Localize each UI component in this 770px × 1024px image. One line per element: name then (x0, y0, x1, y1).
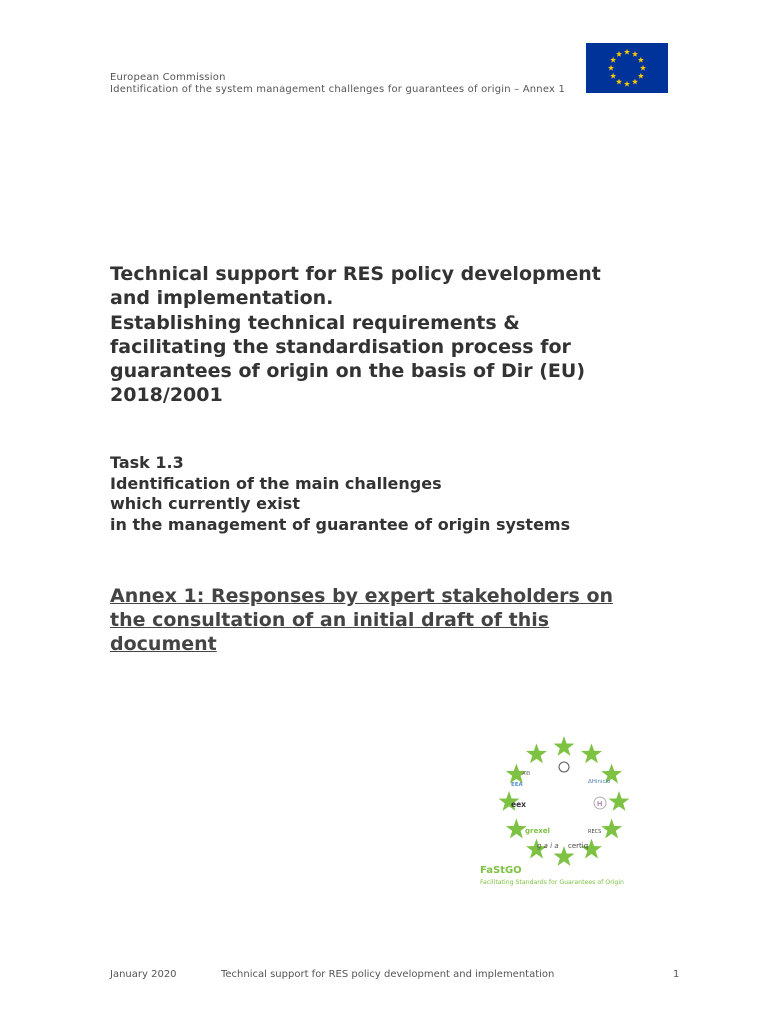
annex-line: the consultation of an initial draft of this (110, 609, 550, 631)
title-line: guarantees of origin on the basis of Dir (EU) (110, 360, 586, 383)
fastgo-logo (478, 735, 668, 890)
logo-name: FaStGO (480, 865, 522, 876)
task-line: Identification of the main challenges (110, 473, 442, 493)
document-title (110, 262, 670, 408)
logo-star (601, 819, 622, 839)
annex-heading (110, 584, 670, 656)
task-heading (110, 453, 670, 535)
svg-text:AIB: AIB (522, 771, 531, 777)
logo-star (609, 791, 630, 811)
task-line: which currently exist (110, 494, 300, 514)
logo-star (581, 743, 602, 763)
svg-text:g a i a: g a i a (537, 842, 559, 850)
title-line: facilitating the standardisation process for (110, 335, 571, 358)
logo-tagline: Facilitating Standards for Guarantees of Origin (480, 879, 624, 886)
logo-star (506, 819, 527, 839)
svg-text:ΔHinicio: ΔHinicio (588, 779, 611, 785)
svg-text:H: H (597, 800, 603, 808)
title-line: Technical support for RES policy development (110, 263, 601, 285)
footer-title: Technical support for RES policy development and implementation (221, 969, 555, 980)
svg-text:RECS: RECS (588, 829, 602, 835)
svg-text:eex: eex (511, 800, 527, 809)
logo-star (526, 743, 547, 763)
svg-text:EEA: EEA (511, 782, 523, 788)
footer-date: January 2020 (110, 969, 177, 980)
title-line: Establishing technical requirements & (110, 311, 520, 334)
task-line: in the management of guarantee of origin systems (110, 514, 571, 534)
annex-line: document (110, 633, 217, 655)
svg-text:certiq: certiq (568, 842, 589, 850)
header-organisation: European Commission (110, 72, 226, 83)
header-document-line: Identification of the system management challenges for guarantees of origin – Annex 1 (110, 84, 566, 95)
page-number: 1 (673, 969, 680, 980)
logo-star (554, 736, 575, 756)
task-line: Task 1.3 (110, 453, 184, 472)
annex-line: Annex 1: Responses by expert stakeholders on (110, 585, 614, 607)
title-line: and implementation. (110, 287, 334, 310)
title-line: 2018/2001 (110, 384, 223, 407)
eu-flag-icon (586, 43, 668, 93)
svg-text:grexel: grexel (525, 827, 550, 835)
